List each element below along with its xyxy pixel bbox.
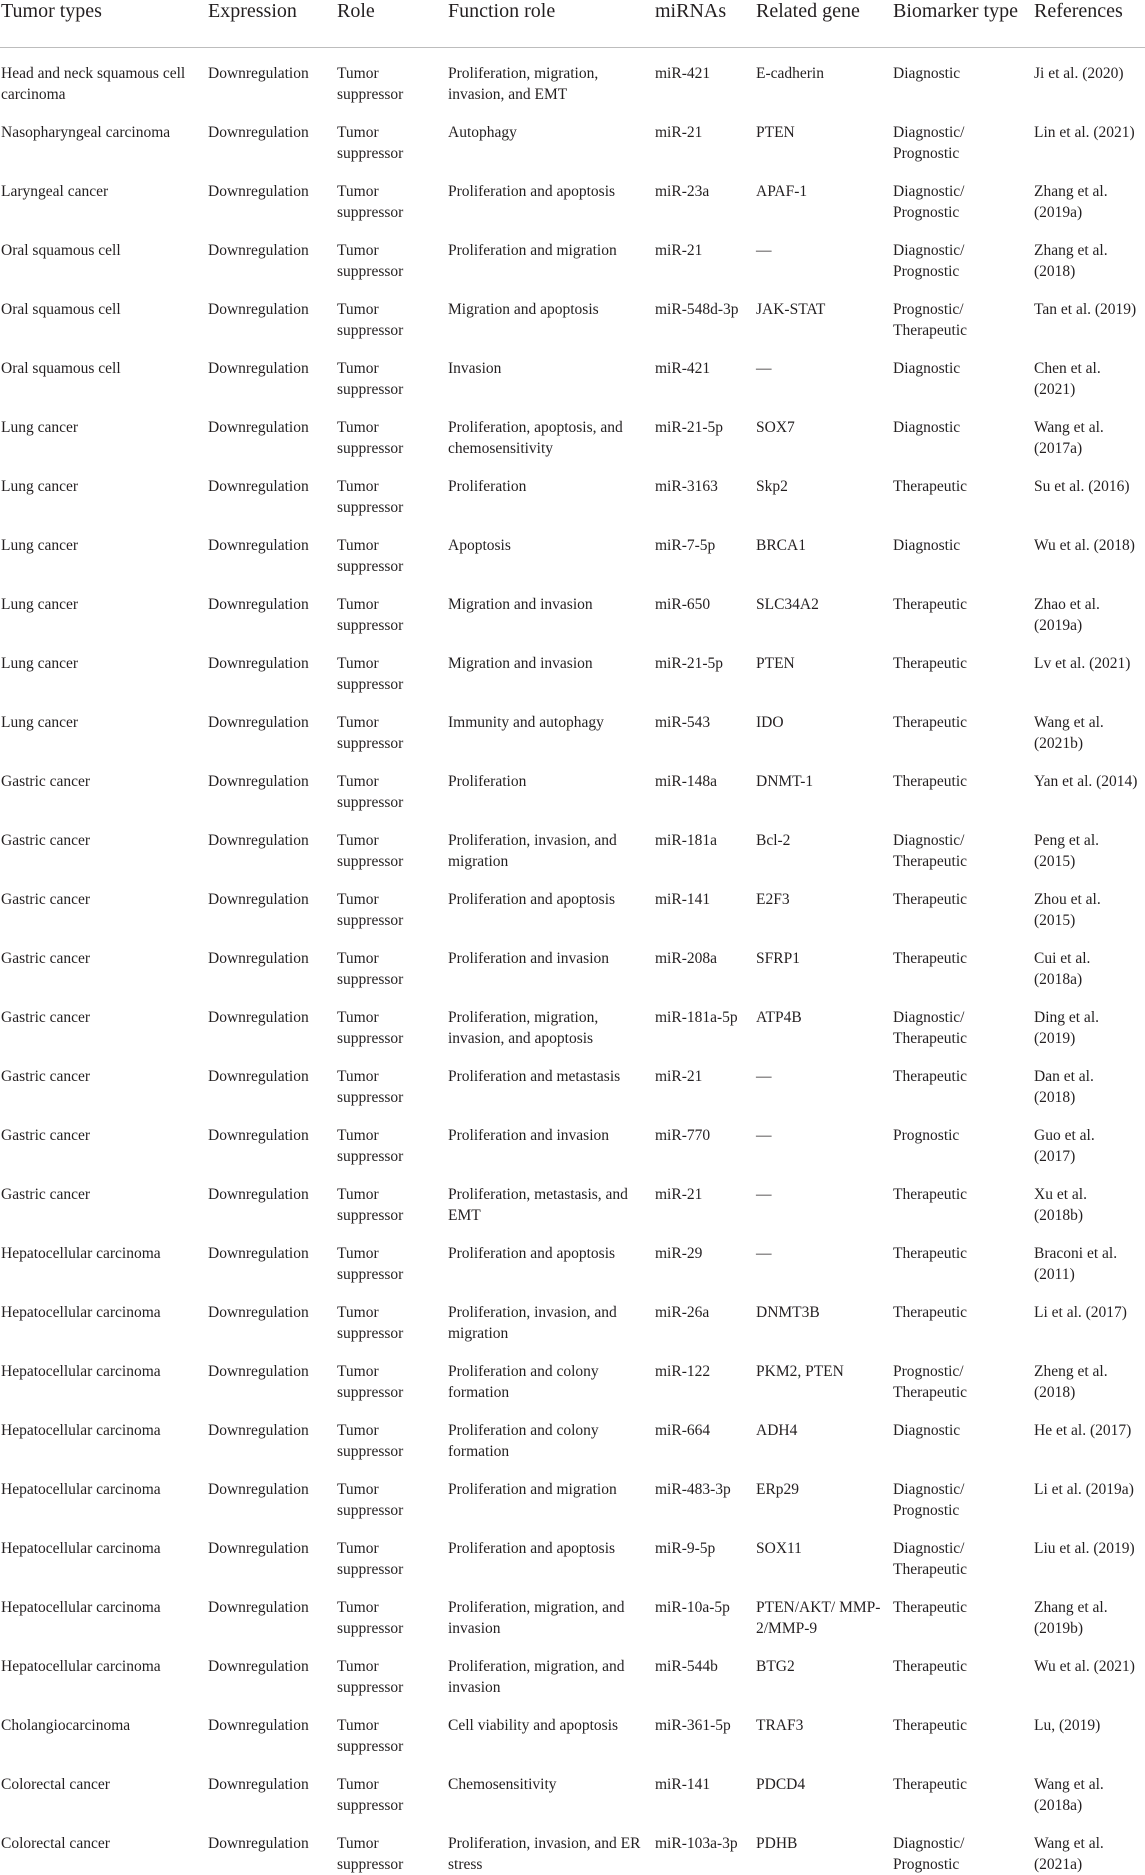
mirna-cell: miR-21 [655, 1185, 703, 1203]
tumor-type-cell: Hepatocellular carcinoma [1, 1362, 161, 1380]
table-row [0, 47, 1145, 105]
table-row [0, 1226, 1145, 1285]
role-cell: Tumor suppressor [337, 300, 404, 339]
mirna-cell: miR-122 [655, 1362, 711, 1380]
expression-cell: Downregulation [208, 1421, 309, 1439]
table-header [0, 0, 1145, 47]
tumor-type-cell: Hepatocellular carcinoma [1, 1244, 161, 1262]
mirna-cell: miR-21-5p [655, 418, 724, 436]
table-row [0, 164, 1145, 223]
reference-cell: Li et al. (2019a) [1034, 1480, 1134, 1498]
function-role-cell: Proliferation and apoptosis [448, 1539, 616, 1557]
table-row [0, 1167, 1145, 1226]
function-role-cell: Migration and apoptosis [448, 300, 599, 318]
tumor-type-cell: Colorectal cancer [1, 1834, 110, 1852]
expression-cell: Downregulation [208, 1834, 309, 1852]
tumor-type-cell: Gastric cancer [1, 890, 91, 908]
function-role-cell: Immunity and autophagy [448, 713, 604, 731]
role-cell: Tumor suppressor [337, 123, 404, 162]
expression-cell: Downregulation [208, 595, 309, 613]
related-gene-cell: ERp29 [756, 1480, 800, 1498]
reference-cell: Zhao et al. (2019a) [1034, 595, 1100, 634]
reference-cell: Liu et al. (2019) [1034, 1539, 1135, 1557]
function-role-cell: Proliferation, invasion, and migration [448, 1303, 617, 1342]
tumor-type-cell: Gastric cancer [1, 1067, 91, 1085]
reference-cell: Wu et al. (2021) [1034, 1657, 1135, 1675]
mirna-cell: miR-544b [655, 1657, 718, 1675]
related-gene-cell: — [756, 241, 772, 259]
tumor-type-cell: Gastric cancer [1, 1185, 91, 1203]
mirna-cell: miR-421 [655, 64, 711, 82]
table-row [0, 1049, 1145, 1108]
reference-cell: Tan et al. (2019) [1034, 300, 1137, 318]
table-row [0, 1344, 1145, 1403]
expression-cell: Downregulation [208, 359, 309, 377]
function-role-cell: Proliferation and migration [448, 241, 617, 259]
reference-cell: Guo et al. (2017) [1034, 1126, 1095, 1165]
function-role-cell: Invasion [448, 359, 502, 377]
function-role-cell: Autophagy [448, 123, 517, 141]
role-cell: Tumor suppressor [337, 477, 404, 516]
role-cell: Tumor suppressor [337, 241, 404, 280]
biomarker-type-cell: Therapeutic [893, 713, 968, 731]
expression-cell: Downregulation [208, 1303, 309, 1321]
biomarker-type-cell: Therapeutic [893, 1716, 968, 1734]
header-row [0, 0, 1145, 47]
function-role-cell: Proliferation, migration, invasion, and apoptosis [448, 1008, 599, 1047]
table-row [0, 341, 1145, 400]
biomarker-type-cell: Diagnostic [893, 64, 961, 82]
expression-cell: Downregulation [208, 890, 309, 908]
expression-cell: Downregulation [208, 1480, 309, 1498]
reference-cell: Lv et al. (2021) [1034, 654, 1131, 672]
function-role-cell: Proliferation, migration, and invasion [448, 1598, 625, 1637]
biomarker-type-cell: Therapeutic [893, 654, 968, 672]
related-gene-cell: SOX11 [756, 1539, 802, 1557]
role-cell: Tumor suppressor [337, 772, 404, 811]
tumor-type-cell: Oral squamous cell [1, 359, 121, 377]
biomarker-type-cell: Diagnostic/ Prognostic [893, 241, 965, 280]
expression-cell: Downregulation [208, 1539, 309, 1557]
reference-cell: Wu et al. (2018) [1034, 536, 1135, 554]
tumor-type-cell: Nasopharyngeal carcinoma [1, 123, 171, 141]
reference-cell: Xu et al. (2018b) [1034, 1185, 1087, 1224]
biomarker-type-cell: Diagnostic/ Prognostic [893, 182, 965, 221]
related-gene-cell: BRCA1 [756, 536, 806, 554]
function-role-cell: Cell viability and apoptosis [448, 1716, 619, 1734]
reference-cell: Dan et al. (2018) [1034, 1067, 1094, 1106]
table-row [0, 1462, 1145, 1521]
mirna-cell: miR-21 [655, 1067, 703, 1085]
mirna-cell: miR-21 [655, 241, 703, 259]
function-role-cell: Proliferation and metastasis [448, 1067, 621, 1085]
header-tumor-types: Tumor types [0, 0, 207, 47]
mirna-cell: miR-770 [655, 1126, 711, 1144]
role-cell: Tumor suppressor [337, 1775, 404, 1814]
table-body [0, 47, 1145, 1875]
reference-cell: Yan et al. (2014) [1034, 772, 1138, 790]
tumor-type-cell: Gastric cancer [1, 831, 91, 849]
role-cell: Tumor suppressor [337, 949, 404, 988]
reference-cell: Ding et al. (2019) [1034, 1008, 1099, 1047]
tumor-type-cell: Lung cancer [1, 713, 79, 731]
related-gene-cell: PDCD4 [756, 1775, 806, 1793]
related-gene-cell: SOX7 [756, 418, 795, 436]
biomarker-type-cell: Prognostic/ Therapeutic [893, 300, 968, 339]
tumor-type-cell: Gastric cancer [1, 1126, 91, 1144]
reference-cell: Peng et al. (2015) [1034, 831, 1099, 870]
function-role-cell: Migration and invasion [448, 595, 593, 613]
table-row [0, 1108, 1145, 1167]
role-cell: Tumor suppressor [337, 64, 404, 103]
related-gene-cell: DNMT-1 [756, 772, 814, 790]
function-role-cell: Proliferation [448, 477, 527, 495]
biomarker-type-cell: Diagnostic/ Prognostic [893, 1480, 965, 1519]
mirna-cell: miR-650 [655, 595, 711, 613]
role-cell: Tumor suppressor [337, 1598, 404, 1637]
table-row [0, 518, 1145, 577]
role-cell: Tumor suppressor [337, 1657, 404, 1696]
mirna-cell: miR-3163 [655, 477, 718, 495]
related-gene-cell: SLC34A2 [756, 595, 819, 613]
biomarker-type-cell: Therapeutic [893, 1067, 968, 1085]
biomarker-type-cell: Therapeutic [893, 1185, 968, 1203]
related-gene-cell: — [756, 1185, 772, 1203]
biomarker-type-cell: Diagnostic/ Therapeutic [893, 831, 968, 870]
reference-cell: Lu, (2019) [1034, 1716, 1101, 1734]
function-role-cell: Proliferation, invasion, and migration [448, 831, 617, 870]
table-row [0, 1580, 1145, 1639]
biomarker-type-cell: Diagnostic [893, 359, 961, 377]
related-gene-cell: DNMT3B [756, 1303, 820, 1321]
biomarker-type-cell: Diagnostic/ Prognostic [893, 123, 965, 162]
reference-cell: Zhou et al. (2015) [1034, 890, 1101, 929]
table-row [0, 695, 1145, 754]
function-role-cell: Proliferation, apoptosis, and chemosensitivity [448, 418, 623, 457]
related-gene-cell: E2F3 [756, 890, 790, 908]
biomarker-type-cell: Therapeutic [893, 949, 968, 967]
role-cell: Tumor suppressor [337, 1421, 404, 1460]
related-gene-cell: PTEN [756, 654, 795, 672]
related-gene-cell: SFRP1 [756, 949, 800, 967]
mirna-cell: miR-148a [655, 772, 717, 790]
function-role-cell: Proliferation [448, 772, 527, 790]
role-cell: Tumor suppressor [337, 654, 404, 693]
biomarker-type-cell: Therapeutic [893, 1657, 968, 1675]
table-row [0, 1639, 1145, 1698]
header-references: References [1033, 0, 1145, 47]
tumor-type-cell: Oral squamous cell [1, 241, 121, 259]
mirna-cell: miR-664 [655, 1421, 711, 1439]
related-gene-cell: APAF-1 [756, 182, 808, 200]
function-role-cell: Proliferation and apoptosis [448, 182, 616, 200]
reference-cell: Zhang et al. (2019a) [1034, 182, 1108, 221]
biomarker-type-cell: Therapeutic [893, 1303, 968, 1321]
related-gene-cell: IDO [756, 713, 784, 731]
biomarker-type-cell: Diagnostic [893, 418, 961, 436]
related-gene-cell: — [756, 1067, 772, 1085]
header-biomarker-type: Biomarker type [892, 0, 1033, 47]
tumor-type-cell: Gastric cancer [1, 772, 91, 790]
mirna-cell: miR-181a-5p [655, 1008, 738, 1026]
reference-cell: Zheng et al. (2018) [1034, 1362, 1108, 1401]
function-role-cell: Proliferation, invasion, and ER stress [448, 1834, 641, 1873]
mirna-cell: miR-103a-3p [655, 1834, 738, 1852]
function-role-cell: Migration and invasion [448, 654, 593, 672]
function-role-cell: Proliferation and migration [448, 1480, 617, 1498]
table-row [0, 990, 1145, 1049]
tumor-type-cell: Lung cancer [1, 477, 79, 495]
mirna-cell: miR-361-5p [655, 1716, 731, 1734]
expression-cell: Downregulation [208, 949, 309, 967]
related-gene-cell: BTG2 [756, 1657, 795, 1675]
tumor-type-cell: Hepatocellular carcinoma [1, 1657, 161, 1675]
tumor-type-cell: Lung cancer [1, 654, 79, 672]
biomarker-type-cell: Diagnostic/ Therapeutic [893, 1539, 968, 1578]
mirna-cell: miR-181a [655, 831, 717, 849]
expression-cell: Downregulation [208, 1657, 309, 1675]
biomarker-type-cell: Therapeutic [893, 1598, 968, 1616]
role-cell: Tumor suppressor [337, 1716, 404, 1755]
function-role-cell: Apoptosis [448, 536, 511, 554]
biomarker-type-cell: Prognostic [893, 1126, 960, 1144]
function-role-cell: Chemosensitivity [448, 1775, 557, 1793]
reference-cell: Wang et al. (2018a) [1034, 1775, 1104, 1814]
mirna-cell: miR-10a-5p [655, 1598, 730, 1616]
table-row [0, 1816, 1145, 1875]
expression-cell: Downregulation [208, 1598, 309, 1616]
tumor-type-cell: Hepatocellular carcinoma [1, 1480, 161, 1498]
related-gene-cell: ATP4B [756, 1008, 802, 1026]
header-related-gene: Related gene [755, 0, 892, 47]
table-row [0, 459, 1145, 518]
table-row [0, 577, 1145, 636]
tumor-type-cell: Head and neck squamous cell carcinoma [1, 64, 186, 103]
expression-cell: Downregulation [208, 1067, 309, 1085]
related-gene-cell: PTEN [756, 123, 795, 141]
biomarker-type-cell: Diagnostic [893, 1421, 961, 1439]
mirna-cell: miR-421 [655, 359, 711, 377]
reference-cell: Braconi et al. (2011) [1034, 1244, 1118, 1283]
expression-cell: Downregulation [208, 64, 309, 82]
role-cell: Tumor suppressor [337, 1362, 404, 1401]
function-role-cell: Proliferation, migration, and invasion [448, 1657, 625, 1696]
biomarker-type-cell: Therapeutic [893, 1244, 968, 1262]
biomarker-type-cell: Therapeutic [893, 890, 968, 908]
biomarker-type-cell: Diagnostic/ Prognostic [893, 1834, 965, 1873]
reference-cell: Wang et al. (2021a) [1034, 1834, 1104, 1873]
table-row [0, 105, 1145, 164]
expression-cell: Downregulation [208, 1362, 309, 1380]
header-role: Role [336, 0, 447, 47]
expression-cell: Downregulation [208, 713, 309, 731]
table-row [0, 1403, 1145, 1462]
related-gene-cell: JAK-STAT [756, 300, 826, 318]
function-role-cell: Proliferation and invasion [448, 949, 609, 967]
mirna-cell: miR-21 [655, 123, 703, 141]
expression-cell: Downregulation [208, 1008, 309, 1026]
mirna-cell: miR-543 [655, 713, 711, 731]
role-cell: Tumor suppressor [337, 1067, 404, 1106]
expression-cell: Downregulation [208, 1775, 309, 1793]
tumor-type-cell: Laryngeal cancer [1, 182, 109, 200]
header-expression: Expression [207, 0, 336, 47]
reference-cell: Ji et al. (2020) [1034, 64, 1124, 82]
tumor-type-cell: Lung cancer [1, 418, 79, 436]
table-row [0, 931, 1145, 990]
function-role-cell: Proliferation, migration, invasion, and EMT [448, 64, 599, 103]
related-gene-cell: E-cadherin [756, 64, 824, 82]
role-cell: Tumor suppressor [337, 1008, 404, 1047]
table-row [0, 1521, 1145, 1580]
table-row [0, 813, 1145, 872]
role-cell: Tumor suppressor [337, 1126, 404, 1165]
expression-cell: Downregulation [208, 241, 309, 259]
tumor-type-cell: Oral squamous cell [1, 300, 121, 318]
biomarker-type-cell: Therapeutic [893, 477, 968, 495]
reference-cell: Chen et al. (2021) [1034, 359, 1101, 398]
function-role-cell: Proliferation and colony formation [448, 1362, 599, 1401]
biomarker-type-cell: Diagnostic/ Therapeutic [893, 1008, 968, 1047]
reference-cell: Zhang et al. (2019b) [1034, 1598, 1108, 1637]
role-cell: Tumor suppressor [337, 1480, 404, 1519]
mirna-cell: miR-29 [655, 1244, 703, 1262]
reference-cell: Wang et al. (2017a) [1034, 418, 1104, 457]
function-role-cell: Proliferation, metastasis, and EMT [448, 1185, 628, 1224]
table-row [0, 282, 1145, 341]
role-cell: Tumor suppressor [337, 713, 404, 752]
table-row [0, 400, 1145, 459]
biomarker-type-cell: Therapeutic [893, 772, 968, 790]
header-mirnas: miRNAs [654, 0, 755, 47]
reference-cell: He et al. (2017) [1034, 1421, 1132, 1439]
tumor-type-cell: Gastric cancer [1, 1008, 91, 1026]
tumor-type-cell: Hepatocellular carcinoma [1, 1598, 161, 1616]
related-gene-cell: — [756, 1244, 772, 1262]
tumor-type-cell: Hepatocellular carcinoma [1, 1539, 161, 1557]
mirna-cell: miR-26a [655, 1303, 710, 1321]
expression-cell: Downregulation [208, 182, 309, 200]
reference-cell: Zhang et al. (2018) [1034, 241, 1108, 280]
role-cell: Tumor suppressor [337, 359, 404, 398]
related-gene-cell: Skp2 [756, 477, 788, 495]
table-row [0, 223, 1145, 282]
tumor-type-cell: Hepatocellular carcinoma [1, 1303, 161, 1321]
header-function-role: Function role [447, 0, 654, 47]
related-gene-cell: PDHB [756, 1834, 798, 1852]
expression-cell: Downregulation [208, 536, 309, 554]
table-row [0, 1285, 1145, 1344]
tumor-type-cell: Colorectal cancer [1, 1775, 110, 1793]
function-role-cell: Proliferation and colony formation [448, 1421, 599, 1460]
reference-cell: Li et al. (2017) [1034, 1303, 1127, 1321]
function-role-cell: Proliferation and apoptosis [448, 890, 616, 908]
related-gene-cell: — [756, 1126, 772, 1144]
expression-cell: Downregulation [208, 654, 309, 672]
related-gene-cell: PTEN/AKT/ MMP-2/MMP-9 [756, 1598, 881, 1637]
mirna-cell: miR-548d-3p [655, 300, 739, 318]
mirna-cell: miR-23a [655, 182, 710, 200]
expression-cell: Downregulation [208, 1126, 309, 1144]
mirna-cell: miR-9-5p [655, 1539, 716, 1557]
biomarker-type-cell: Therapeutic [893, 595, 968, 613]
role-cell: Tumor suppressor [337, 1185, 404, 1224]
expression-cell: Downregulation [208, 123, 309, 141]
function-role-cell: Proliferation and apoptosis [448, 1244, 616, 1262]
expression-cell: Downregulation [208, 1244, 309, 1262]
reference-cell: Cui et al. (2018a) [1034, 949, 1091, 988]
tumor-type-cell: Cholangiocarcinoma [1, 1716, 131, 1734]
expression-cell: Downregulation [208, 772, 309, 790]
mirna-cell: miR-7-5p [655, 536, 716, 554]
mirna-cell: miR-141 [655, 890, 711, 908]
expression-cell: Downregulation [208, 1185, 309, 1203]
role-cell: Tumor suppressor [337, 890, 404, 929]
reference-cell: Wang et al. (2021b) [1034, 713, 1104, 752]
biomarker-type-cell: Therapeutic [893, 1775, 968, 1793]
tumor-type-cell: Lung cancer [1, 536, 79, 554]
expression-cell: Downregulation [208, 300, 309, 318]
table-row [0, 872, 1145, 931]
expression-cell: Downregulation [208, 418, 309, 436]
related-gene-cell: TRAF3 [756, 1716, 804, 1734]
table-row [0, 636, 1145, 695]
tumor-type-cell: Gastric cancer [1, 949, 91, 967]
related-gene-cell: — [756, 359, 772, 377]
related-gene-cell: PKM2, PTEN [756, 1362, 844, 1380]
role-cell: Tumor suppressor [337, 1834, 404, 1873]
role-cell: Tumor suppressor [337, 1539, 404, 1578]
expression-cell: Downregulation [208, 831, 309, 849]
mirna-cell: miR-21-5p [655, 654, 724, 672]
reference-cell: Lin et al. (2021) [1034, 123, 1135, 141]
mirna-cell: miR-208a [655, 949, 717, 967]
role-cell: Tumor suppressor [337, 1244, 404, 1283]
expression-cell: Downregulation [208, 477, 309, 495]
table-row [0, 1698, 1145, 1757]
related-gene-cell: Bcl-2 [756, 831, 791, 849]
role-cell: Tumor suppressor [337, 831, 404, 870]
tumor-type-cell: Lung cancer [1, 595, 79, 613]
biomarker-type-cell: Prognostic/ Therapeutic [893, 1362, 968, 1401]
reference-cell: Su et al. (2016) [1034, 477, 1130, 495]
biomarker-type-cell: Diagnostic [893, 536, 961, 554]
mirna-cell: miR-141 [655, 1775, 711, 1793]
related-gene-cell: ADH4 [756, 1421, 798, 1439]
expression-cell: Downregulation [208, 1716, 309, 1734]
role-cell: Tumor suppressor [337, 182, 404, 221]
role-cell: Tumor suppressor [337, 418, 404, 457]
role-cell: Tumor suppressor [337, 536, 404, 575]
table-row [0, 1757, 1145, 1816]
tumor-type-cell: Hepatocellular carcinoma [1, 1421, 161, 1439]
role-cell: Tumor suppressor [337, 595, 404, 634]
role-cell: Tumor suppressor [337, 1303, 404, 1342]
function-role-cell: Proliferation and invasion [448, 1126, 609, 1144]
table-row [0, 754, 1145, 813]
mirna-cell: miR-483-3p [655, 1480, 731, 1498]
